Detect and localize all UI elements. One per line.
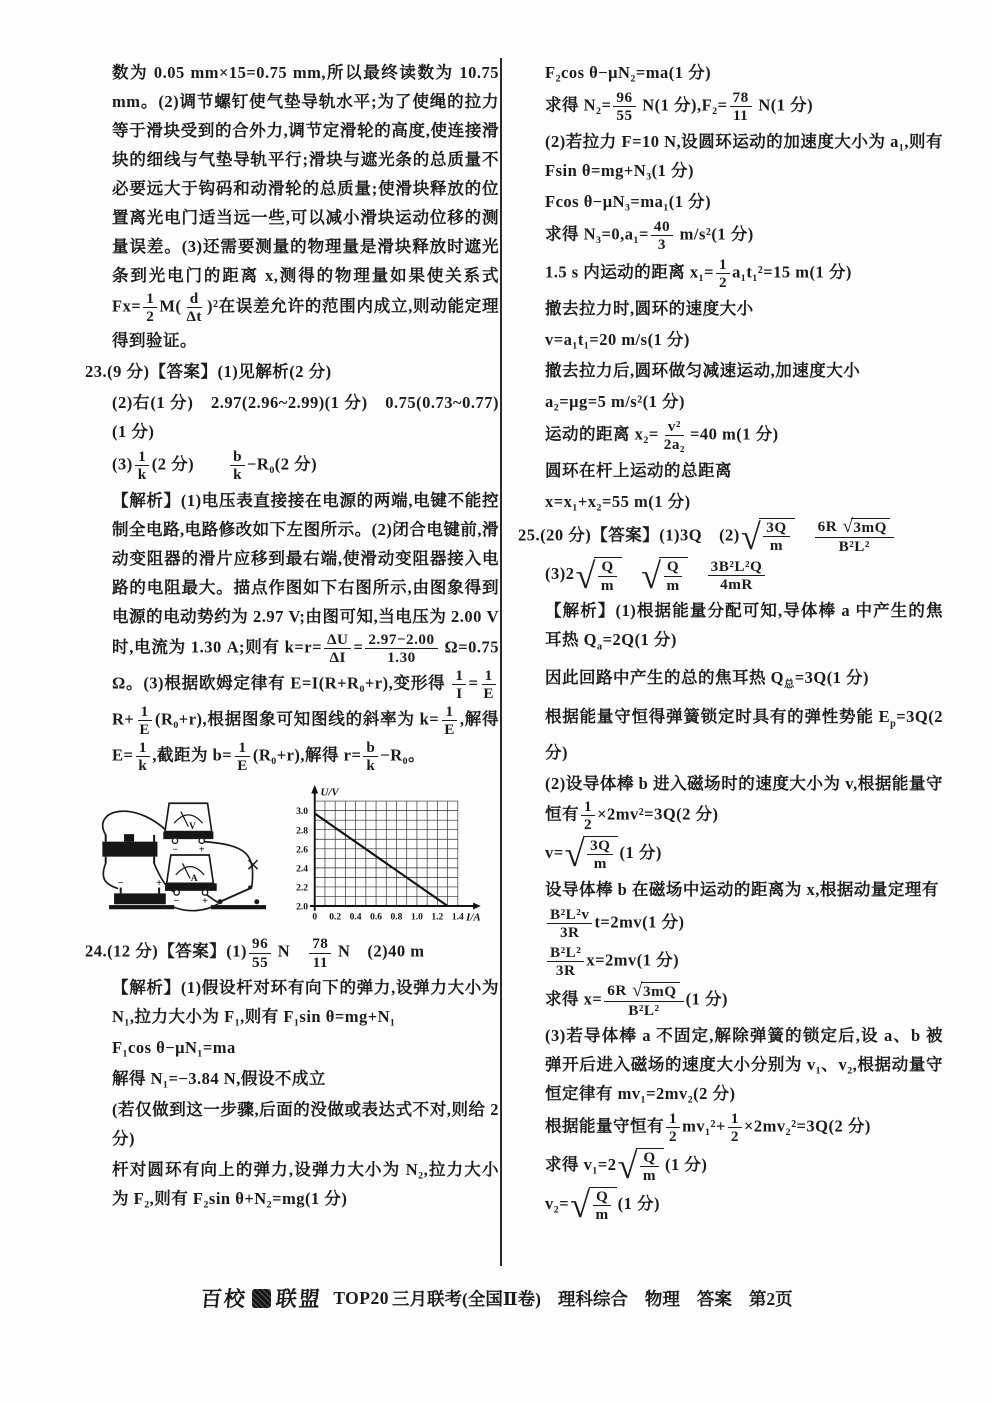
paragraph: Fcos θ−μN₃=ma₁(1 分) <box>545 191 712 211</box>
voltmeter-label: V <box>189 821 196 832</box>
paragraph: v=a₁t₁=20 m/s(1 分) <box>545 329 690 349</box>
sqrt: √ $\frac{Q}{m}$ <box>641 557 688 594</box>
paragraph: (2)若拉力 F=10 N,设圆环运动的加速度大小为 a₁,则有 Fsin θ=mg+N₃(1 分) <box>545 131 943 180</box>
frac: $\frac{3Q}{m}$ <box>587 837 613 873</box>
frac: $\frac{\text{B²L²}}{3R}$ <box>547 944 584 980</box>
math: p <box>890 717 897 729</box>
x-tick-label: 1.0 <box>410 912 423 923</box>
paragraph: 【解析】(1)电压表直接接在电源的两端,电键不能控制全电路,电路修改如下左图所示。(2)闭合电键前,滑动变阻器的滑片应移到最右端,使滑动变阻器接入电路的电阻最大。描点作图如下右图所示,由图象得到电源的电动势约为 2.97 V;由图可知,当电压为 2.00 V 时,电流为 1.30 A;则有 k=r= $\frac{\Delta U}{\Delta I}$ = $\frac{2.97-2.00}{1.30}$ Ω=0.75 Ω。(3)根据欧姆定律有 E=I(R+R₀+r),变形得 $\frac{1}{I}$ = $\frac{1}{E}$ R+ $\frac{1}{E}$ (R₀+r),根据图象可知图线的斜率为 k= $\frac{1}{E}$ ,解得 E= $\frac{1}{k}$ ,截距为 b= $\frac{1}{E}$ (R₀+r),解得 r= $\frac{b}{k}$ −R₀。 <box>112 490 500 774</box>
x-axis-arrow <box>473 903 481 910</box>
frac: $\frac{Q}{m}$ <box>640 1149 659 1185</box>
paragraph: 【解析】(1)根据能量分配可知,导体棒 a 中产生的焦耳热 $Q_a=2Q(1$ 分) <box>545 600 943 653</box>
circuit-diagram <box>89 793 281 927</box>
paragraph: 23.(9 分)【答案】(1)见解析(2 分) <box>85 361 332 381</box>
footer-series: TOP20 <box>333 1287 389 1308</box>
paragraph: 25.(20 分)【答案】(1)3Q (2) √ $\frac{3Q}{m}$ 6R √ 3mQ B²L² <box>518 518 943 555</box>
x-tick-label: 0.4 <box>349 912 362 923</box>
ui-graph <box>286 782 498 927</box>
paragraph: $\frac{\text{B²L²v}}{3R}$ t=2mv(1 分) <box>518 906 943 942</box>
paragraph: $\frac{\text{B²L²}}{3R}$ x=2mv(1 分) <box>518 944 943 980</box>
sqrt: √ $\frac{Q}{m}$ <box>570 1187 617 1224</box>
column-divider <box>500 58 502 1266</box>
sqrt: √ 3mQ <box>842 518 889 537</box>
frac: $\frac{1}{2}$ <box>666 1110 680 1146</box>
frac: $\frac{\text{3B²L²Q}}{4mR}$ <box>708 558 766 594</box>
paragraph: 运动的距离 x₂= $\frac{\text{v²}}{\text{2a₂}}$ =40 m(1 分) <box>545 417 779 454</box>
frac: $\frac{1}{E}$ <box>444 702 455 739</box>
frac: $\frac{2.97-2.00}{1.30}$ <box>365 631 437 667</box>
minus-sign: − <box>172 844 178 856</box>
voltmeter <box>163 804 213 856</box>
seal-stamp-icon <box>252 1289 271 1308</box>
frac: 6R √ 3mQ B²L² <box>604 982 683 1019</box>
paragraph: F₂cos θ−μN₂=ma(1 分) <box>545 63 712 82</box>
paragraph: 【解析】(1)假设杆对环有向下的弹力,设弹力大小为 N₁,拉力大小为 F₁,则有 F₁sin θ=mg+N₁ <box>112 978 499 1027</box>
plus-sign: + <box>156 878 162 890</box>
paragraph: 杆对圆环有向上的弹力,设弹力大小为 N₂,拉力大小为 F₂,则有 F₂sin θ+N₂=mg(1 分) <box>112 1160 499 1209</box>
paragraph: 撤去拉力后,圆环做匀减速运动,加速度大小 <box>545 360 861 380</box>
sqrt: √ $\frac{3Q}{m}$ <box>741 518 795 555</box>
y-axis-arrow <box>311 785 318 794</box>
frac: $\frac{1}{k}$ <box>135 739 150 775</box>
math: 总 <box>783 679 795 691</box>
frac: $\frac{1}{2}$ <box>581 798 595 834</box>
x-tick-label: 0.2 <box>329 912 342 923</box>
wire <box>103 812 173 837</box>
paragraph: (3) $\frac{1}{k}$ (2 分) $\frac{b}{k}$ −R₀(2 分) <box>112 447 318 484</box>
data-line <box>315 814 448 907</box>
plus-sign: + <box>202 896 208 908</box>
frac: $\frac{\text{B²L²v}}{3R}$ <box>547 906 592 942</box>
paragraph: 因此回路中产生的总的焦耳热 $Q_总=3Q(1$ 分) <box>545 668 870 691</box>
x-axis-label: I/A <box>466 911 481 924</box>
paragraph: 求得 N₃=0,a₁= $\frac{40}{3}$ m/s²(1 分) <box>545 217 754 254</box>
frac: $\frac{1}{2}$ <box>716 256 730 292</box>
frac: $\frac{\Delta U}{\Delta I}$ <box>324 631 351 667</box>
left-column <box>85 56 499 1226</box>
frac: $\frac{\text{v²}}{\text{2a₂}}$ <box>663 417 685 454</box>
math: a <box>596 641 603 653</box>
frac: $\frac{1}{I}$ <box>452 667 466 703</box>
brand-baixiao: 百校 <box>200 1287 249 1311</box>
frac: $\frac{96}{55}$ <box>613 89 635 125</box>
frac: $\frac{3Q}{m}$ <box>763 519 789 555</box>
x-tick-label: 0.8 <box>390 912 403 923</box>
paragraph: 根据能量守恒有 $\frac{1}{2}$ mv₁²+ $\frac{1}{2}$ ×2mv₂²=3Q(2 分) <box>545 1109 871 1146</box>
right-column <box>509 56 943 1226</box>
paragraph: 数为 0.05 mm×15=0.75 mm,所以最终读数为 10.75 mm。(2)调节螺钉使气垫导轨水平;为了使绳的拉力等于滑块受到的合外力,调节定滑轮的高度,使连接滑块的细线与气垫导轨平行;滑块与遮光条的总质量不必要远大于钩码和动滑轮的总质量;使滑块释放的位置离光电门适当远一些,可以减小滑块运动位移的测量误差。(3)还需要测量的物理量是滑块释放时遮光条到光电门的距离 x,测得的物理量如果使关系式 Fx= $\frac{1}{2}$ M( $\frac{d}{\Delta t}$ )²在误差允许的范围内成立,则动能定理得到验证。 <box>112 63 499 350</box>
page-footer <box>0 1283 992 1313</box>
footer-doc-type: 答案 <box>696 1288 732 1309</box>
paragraph: a₂=μg=5 m/s²(1 分) <box>545 391 686 411</box>
frac: $\frac{1}{2}$ <box>728 1110 742 1146</box>
y-tick-label: 2.8 <box>296 826 309 837</box>
frac: $\frac{Q}{m}$ <box>663 558 682 594</box>
wire <box>103 864 117 889</box>
x-tick-label: 1.4 <box>451 912 464 923</box>
sqrt: √ $\frac{Q}{m}$ <box>617 1148 664 1185</box>
sqrt: √ 3mQ <box>632 982 679 1001</box>
figure-question-23 <box>89 782 499 927</box>
right-blocks <box>518 58 943 1224</box>
paragraph: (2)设导体棒 b 进入磁场时的速度大小为 v,根据能量守恒有 $\frac{1}{2}$ ×2mv²=3Q(2 分) <box>545 773 943 834</box>
paragraph: (2)右(1 分) 2.97(2.96~2.99)(1 分) 0.75(0.73~0.77)(1 分) <box>112 392 499 441</box>
y-tick-label: 3.0 <box>296 807 309 818</box>
paragraph: 圆环在杆上运动的总距离 <box>545 460 732 480</box>
paragraph: v₂= √ $\frac{Q}{m}$ (1 分) <box>545 1185 661 1226</box>
x-tick-label: 0 <box>312 912 318 923</box>
frac: $\frac{96}{55}$ <box>249 935 271 971</box>
footer-subject: 理科综合 <box>557 1288 628 1309</box>
paragraph: 设导体棒 b 在磁场中运动的距离为 x,根据动量定理有 <box>545 879 939 899</box>
paragraph: (3)若导体棒 a 不固定,解除弹簧的锁定后,设 a、b 被弹开后进入磁场的速度大小分别为 v₁、v₂,根据动量守恒定律有 mv₁=2mv₂(2 分) <box>545 1025 943 1103</box>
left-blocks-before-figure <box>85 58 499 774</box>
frac: $\frac{Q}{m}$ <box>598 558 617 594</box>
paragraph: 根据能量守恒得弹簧锁定时具有的弹性势能 $E_p=3Q(2$ 分) <box>545 706 943 762</box>
paragraph: 撤去拉力时,圆环的速度大小 <box>545 298 754 318</box>
y-tick-label: 2.4 <box>296 864 309 875</box>
sqrt: √ $\frac{3Q}{m}$ <box>565 836 619 873</box>
x-tick-label: 1.2 <box>431 912 444 923</box>
paragraph: 解得 N₁=−3.84 N,假设不成立 <box>112 1069 326 1089</box>
footer-course: 物理 <box>644 1288 680 1309</box>
minus-sign: − <box>117 878 124 890</box>
frac: $\frac{d}{\Delta t}$ <box>186 290 202 326</box>
frac: 6R √ 3mQ B²L² <box>815 518 894 555</box>
frac: $\frac{1}{E}$ <box>139 702 150 739</box>
paragraph: 求得 x= 6R √ 3mQ B²L² (1 分) <box>545 979 728 1019</box>
frac: $\frac{b}{k}$ <box>363 739 378 775</box>
y-tick-label: 2.0 <box>296 903 309 914</box>
plus-sign: + <box>198 844 205 856</box>
frac: $\frac{1}{E}$ <box>483 666 494 703</box>
page-content <box>85 56 943 1226</box>
ammeter <box>165 855 217 907</box>
paragraph: 求得 v₁=2 √ $\frac{Q}{m}$ (1 分) <box>545 1146 708 1187</box>
frac: $\frac{78}{11}$ <box>309 935 331 971</box>
paragraph: v= √ $\frac{3Q}{m}$ (1 分) <box>545 834 662 875</box>
left-blocks-after-figure <box>85 935 499 1213</box>
minus-sign: − <box>173 896 180 908</box>
paragraph: F₁cos θ−μN₁=ma <box>112 1038 236 1058</box>
x-tick-label: 0.6 <box>370 912 383 923</box>
frac: $\frac{b}{k}$ <box>230 448 245 484</box>
paragraph: (3)2 √ $\frac{Q}{m}$ √ $\frac{Q}{m}$ $\frac{\text{3B²L²Q}}{4mR}$ <box>518 557 943 594</box>
paragraph: 求得 N₂= $\frac{96}{55}$ N(1 分),F₂= $\frac{78}{11}$ N(1 分) <box>545 89 814 125</box>
y-axis-label: U/V <box>320 786 339 799</box>
frac: $\frac{40}{3}$ <box>651 218 673 254</box>
rheostat <box>102 835 157 864</box>
frac: $\frac{Q}{m}$ <box>593 1188 612 1224</box>
y-tick-label: 2.6 <box>296 845 309 856</box>
paragraph: 24.(12 分)【答案】(1) $\frac{96}{55}$ N $\frac{78}{11}$ N (2)40 m <box>85 935 425 971</box>
footer-page-number: 第2页 <box>748 1288 793 1309</box>
switch <box>211 886 266 910</box>
paragraph: x=x₁+x₂=55 m(1 分) <box>545 491 691 511</box>
paragraph: (若仅做到这一步骤,后面的没做或表达式不对,则给 2 分) <box>112 1100 499 1149</box>
ammeter-label: A <box>190 873 198 884</box>
frac: $\frac{1}{E}$ <box>237 738 248 774</box>
paragraph: 1.5 s 内运动的距离 x₁= $\frac{1}{2}$ a₁t₁²=15 m(1 分) <box>545 255 852 292</box>
y-tick-label: 2.2 <box>296 883 309 894</box>
frac: $\frac{1}{k}$ <box>135 448 150 484</box>
frac: $\frac{1}{2}$ <box>143 290 157 326</box>
sqrt: √ $\frac{Q}{m}$ <box>576 557 623 594</box>
brand-lianmeng: 联盟 <box>275 1287 324 1311</box>
footer-exam-name: 三月联考(全国Ⅱ卷) <box>392 1288 541 1309</box>
frac: $\frac{78}{11}$ <box>730 89 752 125</box>
